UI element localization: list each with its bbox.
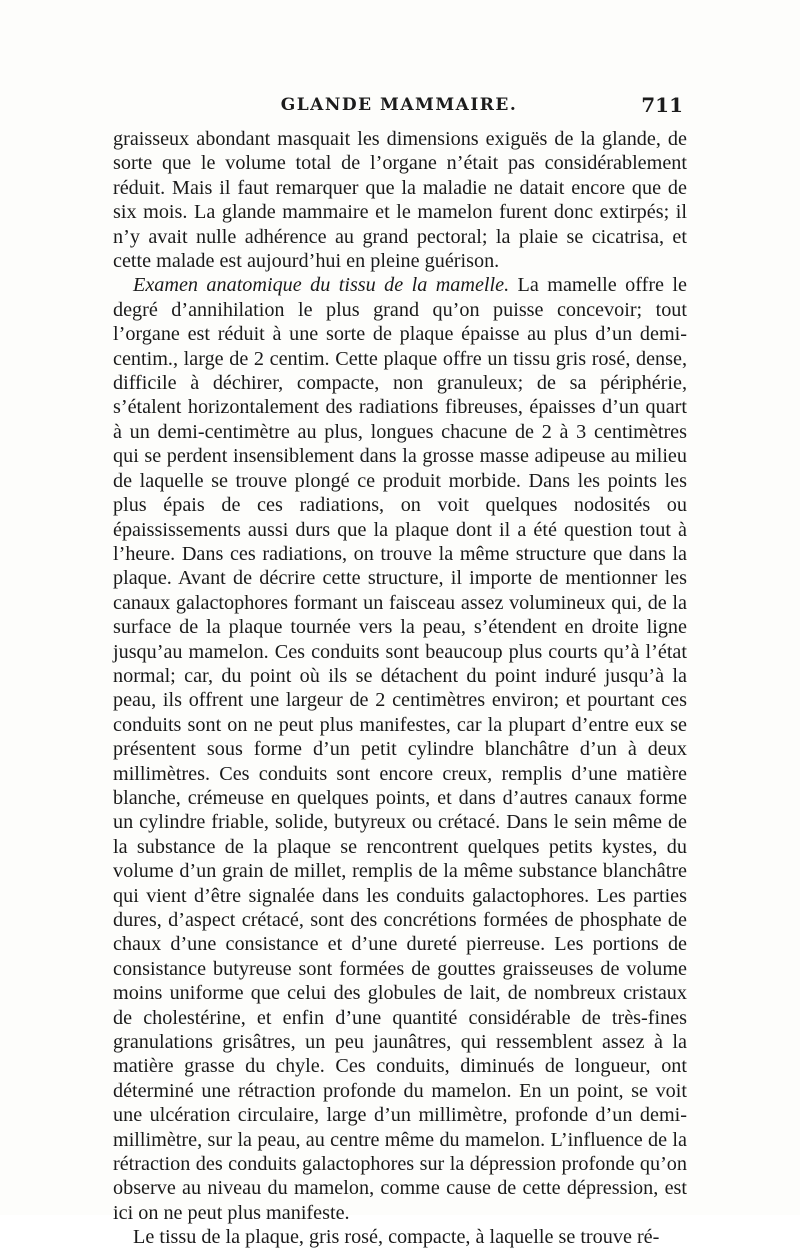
- running-title: GLANDE MAMMAIRE.: [280, 95, 518, 115]
- paragraph-1-text: graisseux abondant masquait les dimensions exiguës de la glande, de sorte que le volume total de l’organe n’était pas considérablement réduit. Mais il faut remarquer que la maladie ne datait encore que de six mois. La glande mammaire et le mamelon furent donc extirpés; il n’y avait nulle adhérence au grand pectoral; la plaie se cicatrisa, et cette malade est aujourd’hui en pleine guérison.: [113, 128, 687, 273]
- paragraph-2-text: La mamelle offre le degré d’annihilation le plus grand qu’on puisse concevoir; tout l’organe est réduit à une sorte de plaque épaisse au plus d’un demi-centim., large de 2 centim. Cette plaque offre un tissu gris rosé, dense, difficile à déchirer, compacte, non granuleux; de sa périphérie, s’étalent horizontalement des radiations fibreuses, épaisses d’un quart à un demi-centimètre au plus, longues chacune de 2 à 3 centimètres qui se perdent insensiblement dans la grosse masse adipeuse au milieu de laquelle se trouve plongé ce produit morbide. Dans les points les plus épais de ces radiations, on voit quelques nodosités ou épaississements aussi durs que la plaque dont il a été question tout à l’heure. Dans ces radiations, on trouve la même structure que dans la plaque. Avant de décrire cette structure, il importe de mentionner les canaux galactophores formant un faisceau assez volumineux qui, de la surface de la plaque tournée vers la peau, s’étendent en droite ligne jusqu’au mamelon. Ces conduits sont beaucoup plus courts qu’à l’état normal; car, du point où ils se détachent du point induré jusqu’à la peau, ils offrent une largeur de 2 centimètres environ; et pourtant ces conduits sont on ne peut plus manifestes, car la plupart d’entre eux se présentent sous forme d’un petit cylindre blanchâtre d’un à deux millimètres. Ces conduits sont encore creux, remplis d’une matière blanche, crémeuse en quelques points, et dans d’autres canaux forme un cylindre friable, solide, butyreux ou crétacé. Dans le sein même de la substance de la plaque se rencontrent quelques petits kystes, du volume d’un grain de millet, remplis de la même substance blanchâtre qui vient d’être signalée dans les conduits galactophores. Les parties dures, d’aspect crétacé, sont des concrétions formées de phosphate de chaux d’une consistance et d’une dureté pierreuse. Les portions de consistance butyreuse sont formées de gouttes graisseuses de volume moins uniforme que celui des globules de lait, de nombreux cristaux de cholestérine, et enfin d’une quantité considérable de très-fines granulations grisâtres, un peu jaunâtres, qui ressemblent assez à la matière grasse du chyle. Ces conduits, diminués de longueur, ont déterminé une rétraction profonde du mamelon. En un point, se voit une ulcération circulaire, large d’un millimètre, profonde d’un demi-millimètre, sur la peau, au centre même du mamelon. L’influence de la rétraction des conduits galactophores sur la dépression profonde qu’on observe au niveau du mamelon, comme cause de cette dépression, est ici on ne peut plus manifeste.: [113, 274, 687, 1224]
- body-text: [113, 127, 687, 1250]
- paragraph-1: [113, 127, 687, 273]
- paragraph-3: [113, 1225, 687, 1249]
- page-header: [113, 93, 685, 123]
- paragraph-3-text: Le tissu de la plaque, gris rosé, compacte, à laquelle se trouve ré-: [133, 1226, 660, 1249]
- paragraph-2: [113, 273, 687, 1225]
- section-lead-italic: Examen anatomique du tissu de la mamelle.: [133, 274, 510, 297]
- page-number: 711: [641, 93, 683, 117]
